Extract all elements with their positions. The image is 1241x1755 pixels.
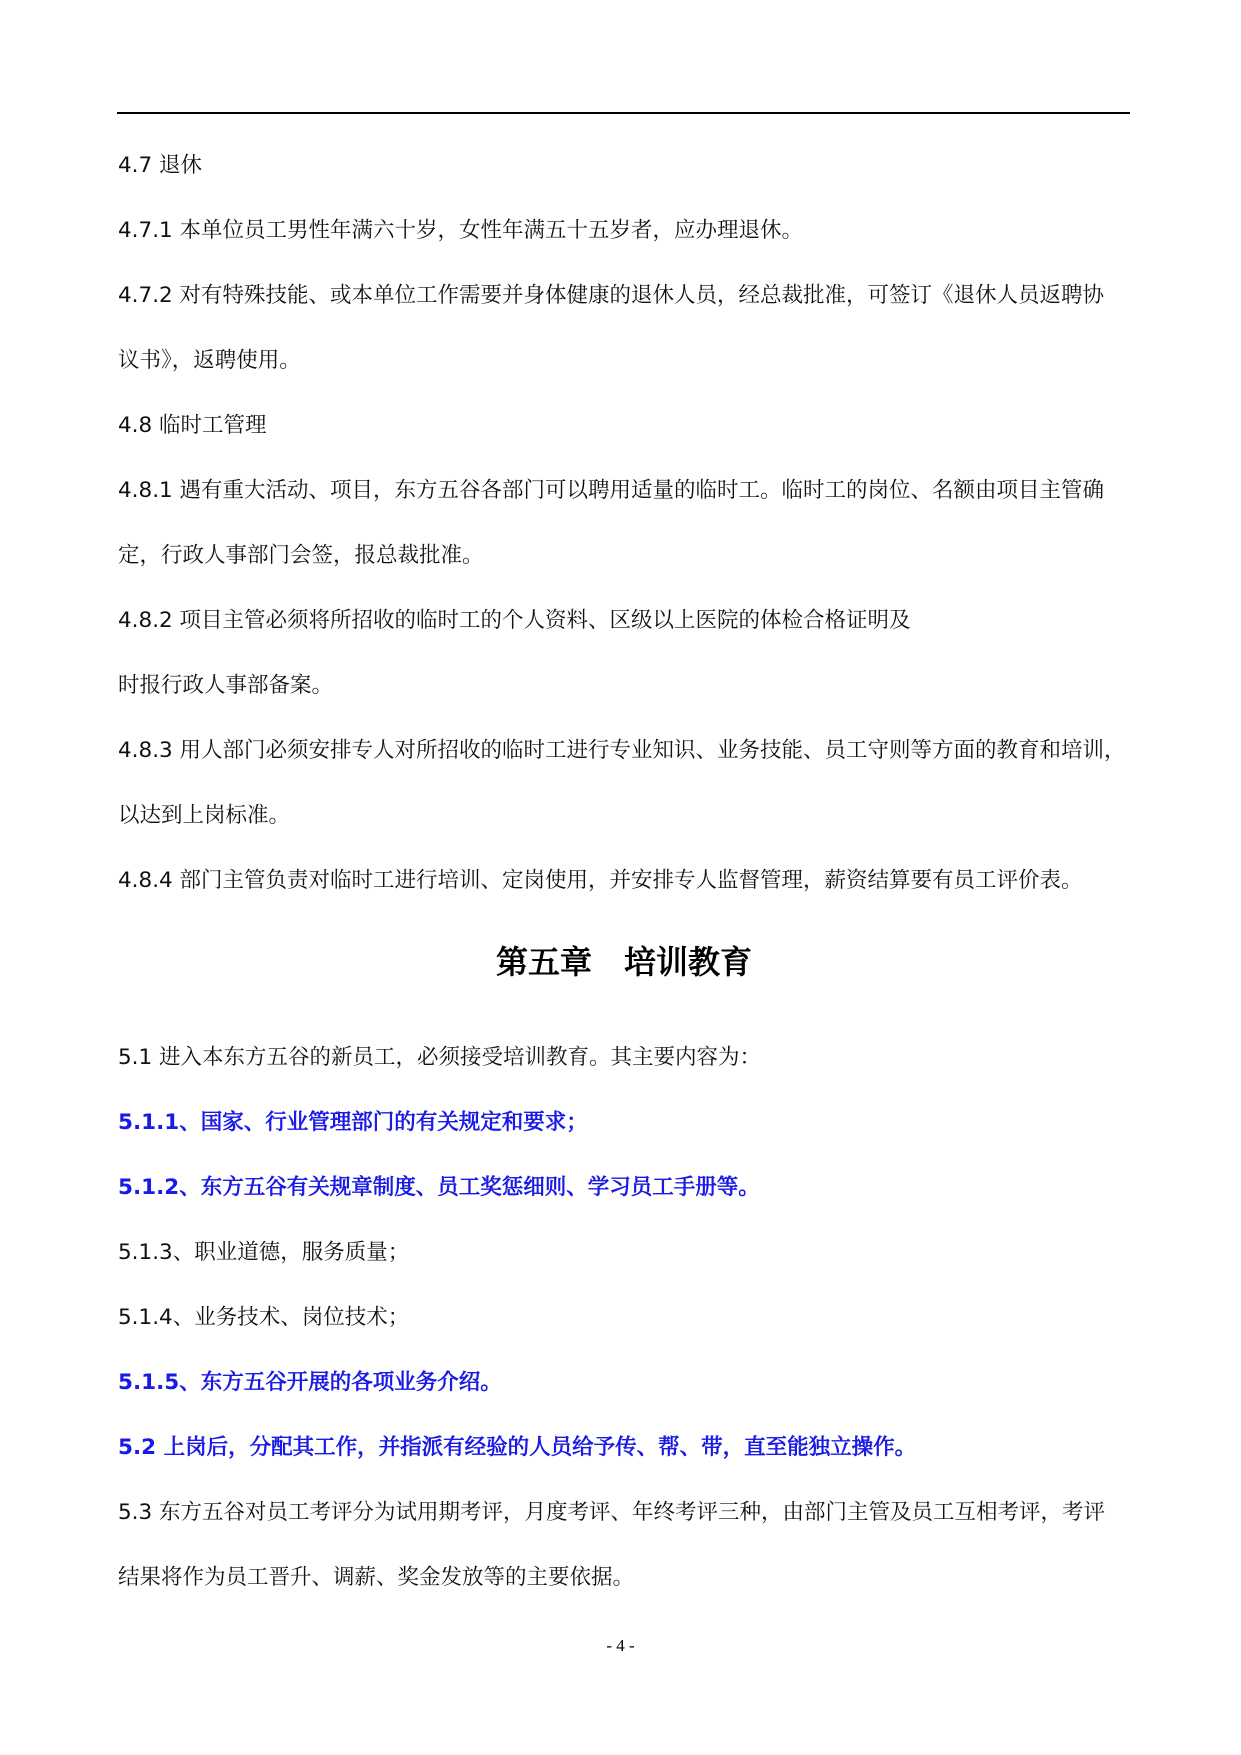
paragraph: 4.7.1 本单位员工男性年满六十岁，女性年满五十五岁者，应办理退休。 bbox=[118, 218, 804, 243]
highlighted-paragraph: 5.1.5、东方五谷开展的各项业务介绍。 bbox=[118, 1370, 502, 1395]
paragraph: 4.7.2 对有特殊技能、或本单位工作需要并身体健康的退休人员，经总裁批准，可签订《退休人员返聘协 bbox=[118, 283, 1105, 308]
section-4 bbox=[118, 133, 1130, 913]
paragraph: 5.1.4、业务技术、岗位技术； bbox=[118, 1305, 410, 1330]
paragraph: 5.3 东方五谷对员工考评分为试用期考评，月度考评、年终考评三种，由部门主管及员工互相考评，考评 bbox=[118, 1500, 1106, 1525]
highlighted-paragraph: 5.2 上岗后，分配其工作，并指派有经验的人员给予传、帮、带，直至能独立操作。 bbox=[118, 1435, 917, 1460]
paragraph: 4.8 临时工管理 bbox=[118, 413, 267, 438]
paragraph: 定，行政人事部门会签，报总裁批准。 bbox=[118, 543, 484, 568]
header-rule bbox=[117, 112, 1130, 114]
paragraph: 以达到上岗标准。 bbox=[118, 803, 291, 828]
paragraph: 5.1 进入本东方五谷的新员工，必须接受培训教育。其主要内容为： bbox=[118, 1045, 762, 1070]
chapter-title: 第五章 培训教育 bbox=[495, 943, 752, 981]
paragraph: 4.8.1 遇有重大活动、项目，东方五谷各部门可以聘用适量的临时工。临时工的岗位、名额由项目主管确 bbox=[118, 478, 1105, 503]
paragraph: 5.1.3、职业道德，服务质量； bbox=[118, 1240, 410, 1265]
document-body bbox=[118, 133, 1130, 1610]
highlighted-paragraph: 5.1.1、国家、行业管理部门的有关规定和要求； bbox=[118, 1110, 588, 1135]
paragraph: 时报行政人事部备案。 bbox=[118, 673, 334, 698]
paragraph: 议书》，返聘使用。 bbox=[118, 348, 301, 373]
paragraph: 结果将作为员工晋升、调薪、奖金发放等的主要依据。 bbox=[118, 1565, 635, 1590]
paragraph: 4.8.2 项目主管必须将所招收的临时工的个人资料、区级以上医院的体检合格证明及 bbox=[118, 608, 911, 633]
paragraph: 4.8.4 部门主管负责对临时工进行培训、定岗使用，并安排专人监督管理，薪资结算要有员工评价表。 bbox=[118, 868, 1083, 893]
paragraph: 4.8.3 用人部门必须安排专人对所招收的临时工进行专业知识、业务技能、员工守则等方面的教育和培训， bbox=[118, 738, 1126, 763]
paragraph: 4.7 退休 bbox=[118, 153, 203, 178]
highlighted-paragraph: 5.1.2、东方五谷有关规章制度、员工奖惩细则、学习员工手册等。 bbox=[118, 1175, 760, 1200]
page-number: - 4 - bbox=[606, 1636, 635, 1655]
section-5 bbox=[118, 1025, 1130, 1610]
